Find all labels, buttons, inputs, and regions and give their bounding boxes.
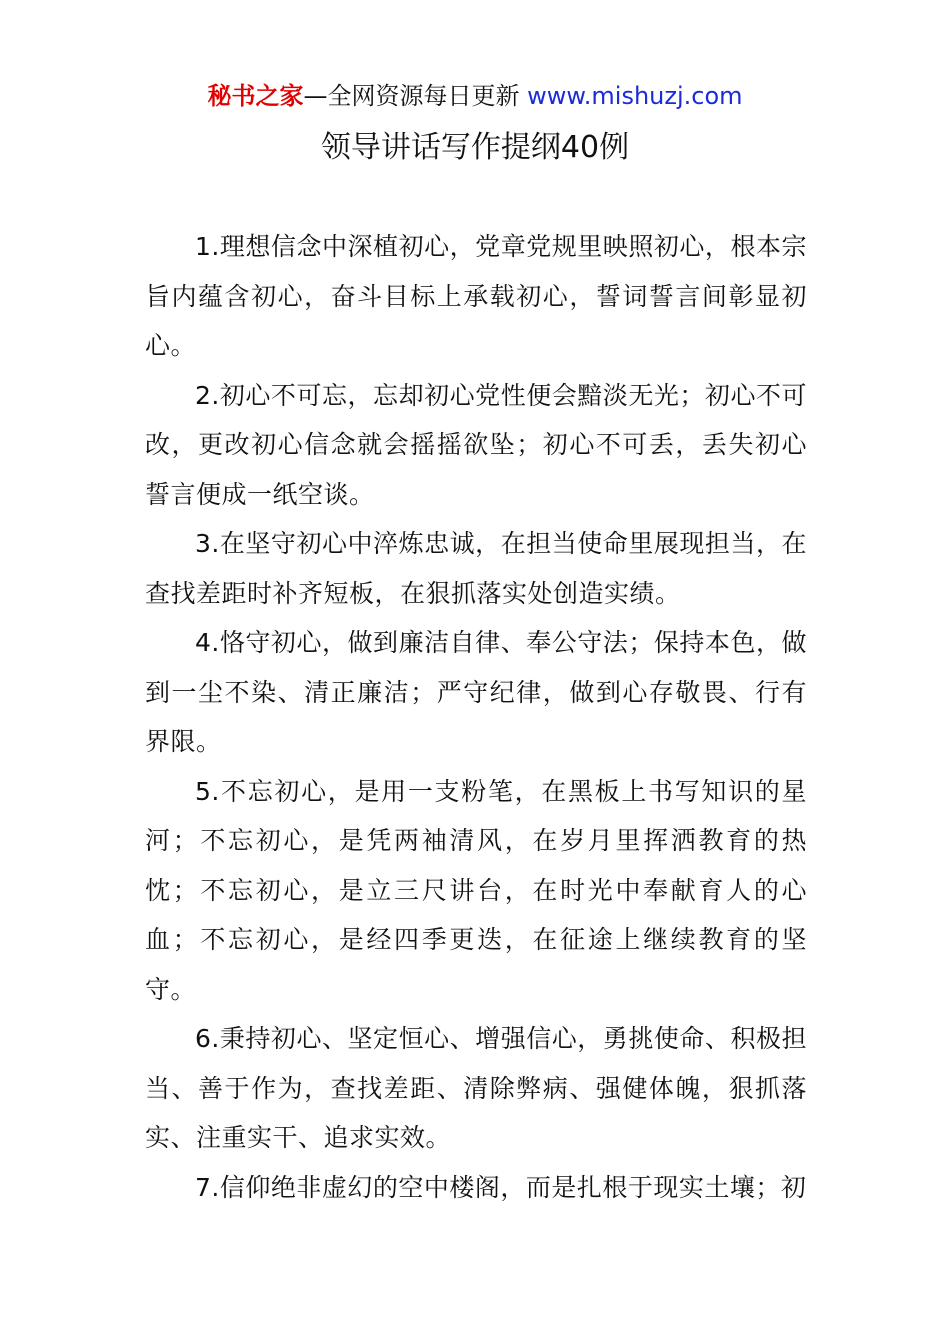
- paragraph-2: 2.初心不可忘，忘却初心党性便会黯淡无光；初心不可改，更改初心信念就会摇摇欲坠；初心不可丢，丢失初心誓言便成一纸空谈。: [145, 380, 807, 509]
- paragraph-6: 6.秉持初心、坚定恒心、增强信心，勇挑使命、积极担当、善于作为，查找差距、清除弊病、强健体魄，狠抓落实、注重实干、追求实效。: [145, 1024, 807, 1152]
- paragraph-4: 4.恪守初心，做到廉洁自律、奉公守法；保持本色，做到一尘不染、清正廉洁；严守纪律，做到心存敬畏、行有界限。: [145, 628, 807, 756]
- site-brand: 秘书之家: [207, 82, 304, 110]
- paragraph-1: 1.理想信念中深植初心，党章党规里映照初心，根本宗旨内蕴含初心，奋斗目标上承载初心，誓词誓言间彰显初心。: [145, 232, 807, 360]
- paragraph-5: 5.不忘初心，是用一支粉笔，在黑板上书写知识的星河；不忘初心，是凭两袖清风，在岁月里挥洒教育的热忱；不忘初心，是立三尺讲台，在时光中奉献育人的心血；不忘初心，是经四季更迭，在征途上继续教育的坚守。: [145, 776, 807, 1004]
- paragraph-3: 3.在坚守初心中淬炼忠诚，在担当使命里展现担当，在查找差距时补齐短板，在狠抓落实处创造实绩。: [145, 529, 807, 608]
- site-tagline: —全网资源每日更新: [303, 82, 528, 110]
- site-header: [0, 80, 950, 112]
- paragraph-7: 7.信仰绝非虚幻的空中楼阁，而是扎根于现实土壤；初: [195, 1172, 807, 1202]
- document-title: 领导讲话写作提纲40例: [320, 130, 630, 165]
- site-url-link[interactable]: www.mishuzj.com: [527, 82, 743, 110]
- document-body: [145, 222, 807, 1212]
